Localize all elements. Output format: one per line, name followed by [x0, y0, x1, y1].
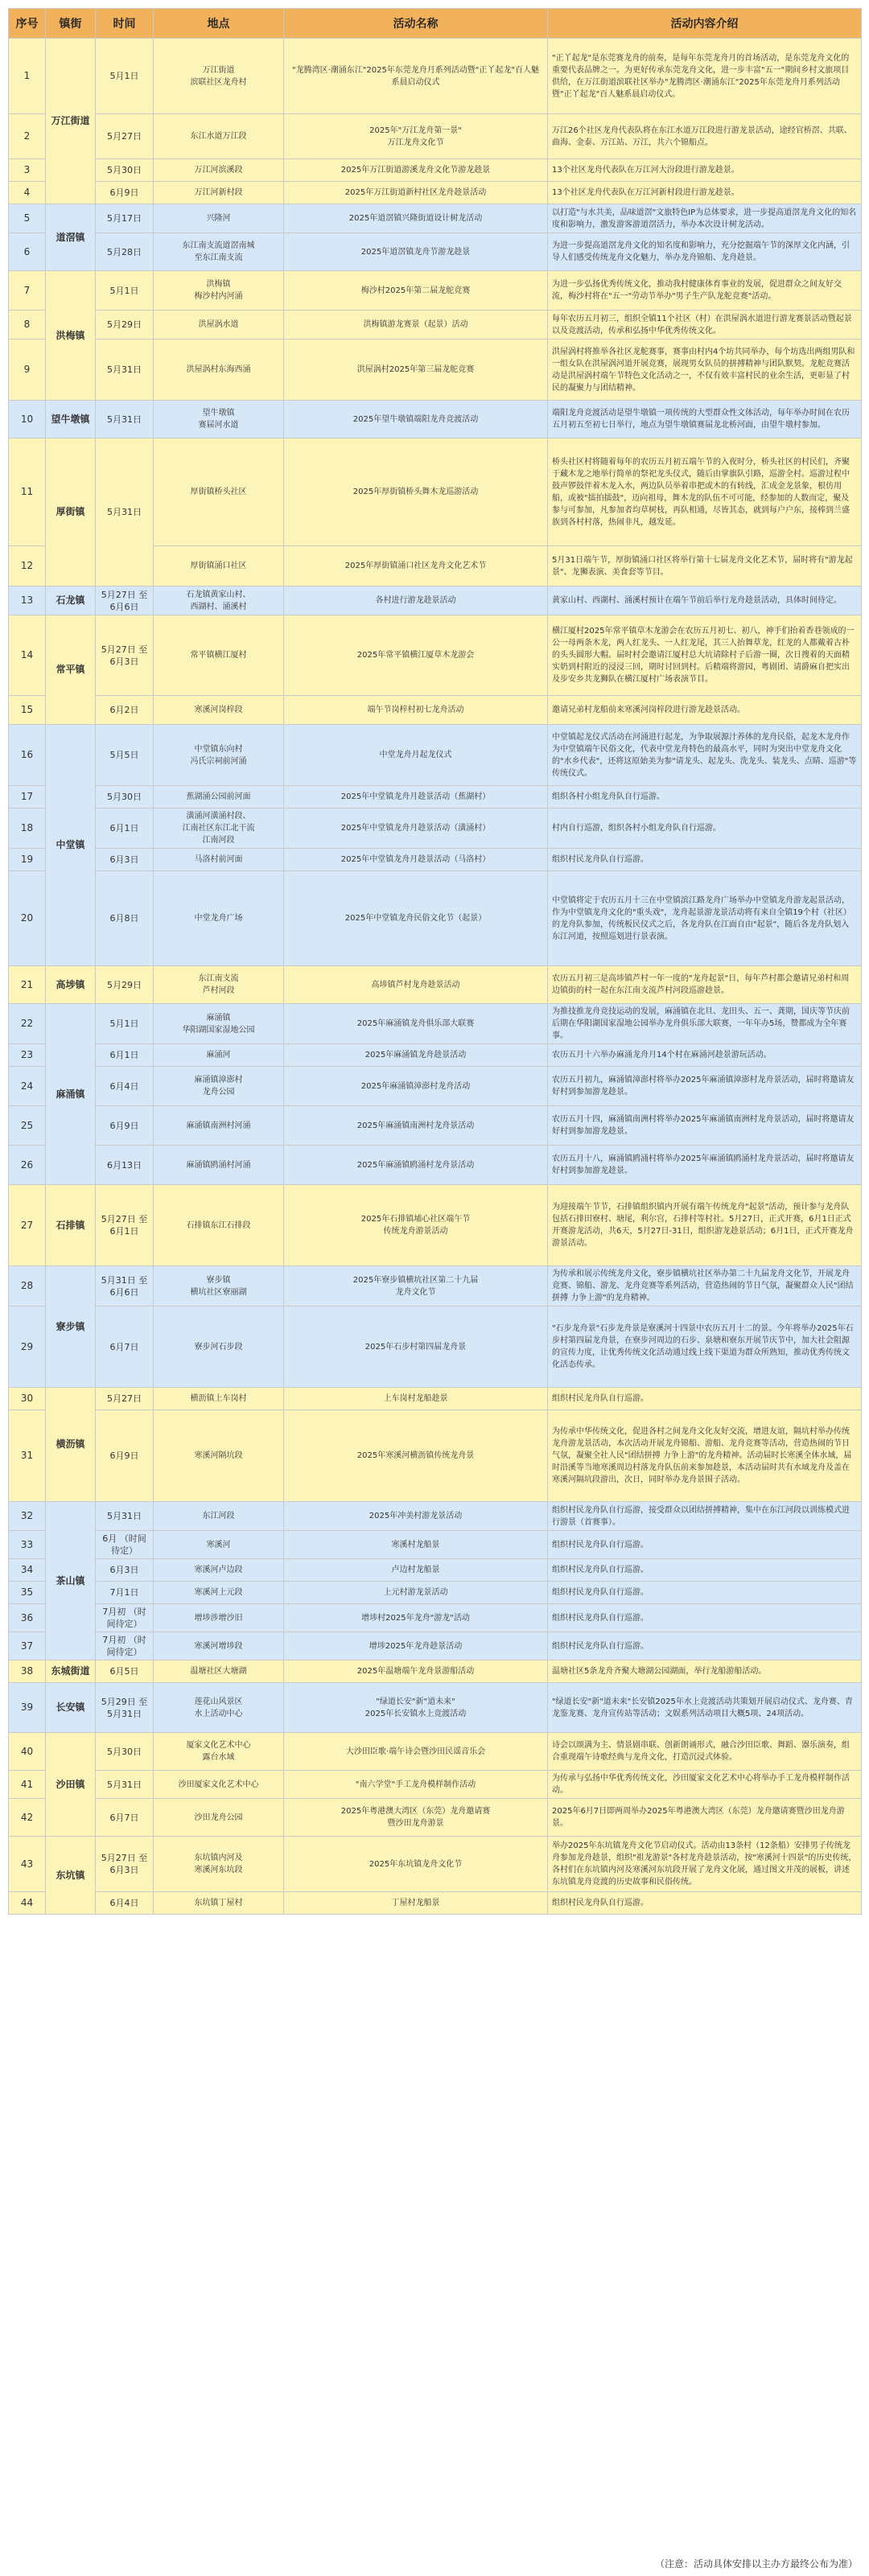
date-cell: 5月28日	[96, 233, 154, 271]
location-cell: 沙田龙舟公园	[154, 1799, 284, 1837]
row-number: 20	[9, 871, 46, 966]
description-cell: 农历五月十六举办麻涌龙舟月14个村在麻涌河趁景游玩活动。	[548, 1044, 862, 1067]
town-cell: 石龙镇	[46, 586, 96, 615]
location-cell: 兴隆河	[154, 204, 284, 233]
date-cell: 6月7日	[96, 1799, 154, 1837]
table-row	[9, 401, 862, 438]
table-row	[9, 1044, 862, 1067]
description-cell: 13个社区龙舟代表队在万江河大汾段进行游龙趁景。	[548, 159, 862, 182]
date-cell: 6月9日	[96, 1106, 154, 1146]
row-number: 11	[9, 438, 46, 546]
row-number: 42	[9, 1799, 46, 1837]
activity-name-cell: 2025年麻涌镇鸥涌村龙舟景活动	[284, 1146, 548, 1185]
table-row	[9, 1683, 862, 1733]
table-row	[9, 1146, 862, 1185]
date-cell: 5月30日	[96, 1733, 154, 1771]
table-row	[9, 339, 862, 401]
activity-name-cell: 2025年寮步镇横坑社区第二十九届 龙舟文化节	[284, 1266, 548, 1307]
activity-name-cell: 2025年道滘镇兴隆街道设计树龙活动	[284, 204, 548, 233]
location-cell: 厚街镇涌口社区	[154, 546, 284, 586]
town-cell: 沙田镇	[46, 1733, 96, 1837]
table-row	[9, 966, 862, 1004]
activity-name-cell: 2025年中堂镇龙舟民俗文化节（起景）	[284, 871, 548, 966]
description-cell: 组织村民龙舟队自行巡游。	[548, 1604, 862, 1632]
description-cell: 5月31日端午节，厚街镇涌口社区将举行第十七届龙舟文化艺术节，届时将有"游龙起景"、龙狮表演、美食套等节目。	[548, 546, 862, 586]
activity-name-cell: 2025年麻涌镇漳澎村龙舟活动	[284, 1067, 548, 1106]
row-number: 5	[9, 204, 46, 233]
date-cell: 5月1日	[96, 271, 154, 311]
date-cell: 7月初 （时间待定）	[96, 1632, 154, 1660]
activity-table	[8, 8, 862, 1915]
location-cell: 潢涌河潢涌村段、 江南社区东江北干流 江南河段	[154, 809, 284, 849]
header-no: 序号	[9, 9, 46, 39]
location-cell: 东坑镇内河及 寒溪河东坑段	[154, 1837, 284, 1892]
location-cell: 中堂镇东向村 冯氏宗祠前河涌	[154, 725, 284, 786]
date-cell: 6月13日	[96, 1146, 154, 1185]
row-number: 28	[9, 1266, 46, 1307]
row-number: 41	[9, 1771, 46, 1799]
date-cell: 6月8日	[96, 871, 154, 966]
activity-name-cell: 2025年常平镇横江厦草木龙游会	[284, 615, 548, 696]
row-number: 6	[9, 233, 46, 271]
date-cell: 5月31日	[96, 1502, 154, 1531]
town-cell: 万江街道	[46, 39, 96, 204]
description-cell: 黄家山村、西湖村、涌溪村预计在端午节前后举行龙舟趁景活动，具体时间待定。	[548, 586, 862, 615]
activity-name-cell: 大沙田臣歌·端午诗会暨沙田民谣音乐会	[284, 1733, 548, 1771]
table-row	[9, 1632, 862, 1660]
description-cell: 农历五月十四，麻涌镇南洲村将举办2025年麻涌镇南洲村龙舟景活动，届时将邀请友好村到参加游龙趁景。	[548, 1106, 862, 1146]
date-cell: 5月17日	[96, 204, 154, 233]
location-cell: 寮步河石步段	[154, 1307, 284, 1388]
table-row	[9, 1067, 862, 1106]
description-cell: 举办2025年东坑镇龙舟文化节启动仪式。活动由13条村（12条船）安排男子传统龙舟参加龙舟趁景，组织"祖龙游景"各村龙舟趁景活动，按"寒溪河十四景"的历史传统，各村们在东坑镇内河及寒溪河东坑段开展了龙舟文化展，通过图文并茂的展板，讲述东坑镇龙舟竞渡的历史故事和民俗传统。	[548, 1837, 862, 1892]
description-cell: 洪屋涡村将推举各社区龙舵赛事，赛事由村内4个坊共同举办，每个坊选出两组男队和一组女队在洪屋涡河道开展竞赛，展现男女队员的拼搏精神与团队默契。龙舵竞赛活动是洪屋涡村端午节特色文化活动之一，不仅有效丰富村民的业余生活，更彰显了村民的凝聚力与团结精神。	[548, 339, 862, 401]
town-cell: 石排镇	[46, 1185, 96, 1266]
location-cell: 寒溪河隔坑段	[154, 1410, 284, 1502]
town-cell: 麻涌镇	[46, 1004, 96, 1185]
date-cell: 7月1日	[96, 1582, 154, 1604]
date-cell: 5月31日	[96, 438, 154, 586]
location-cell: 洪梅镇 梅沙村内河涌	[154, 271, 284, 311]
description-cell: 诗会以颂满为主、情景剧串联、创新朗诵形式，融合沙田臣歌、舞蹈、器乐演奏，组合重现端午诗歌经典与龙舟文化，打造沉浸式体验。	[548, 1733, 862, 1771]
location-cell: 东江南支流道滘南城 至东江南支流	[154, 233, 284, 271]
table-row	[9, 1307, 862, 1388]
activity-name-cell: 增埗村2025年龙舟"游龙"活动	[284, 1604, 548, 1632]
row-number: 21	[9, 966, 46, 1004]
town-cell: 东坑镇	[46, 1837, 96, 1915]
location-cell: 寒溪河岗梓段	[154, 696, 284, 725]
row-number: 43	[9, 1837, 46, 1892]
row-number: 4	[9, 182, 46, 204]
table-row	[9, 438, 862, 546]
description-cell: 组织村民龙舟队自行巡游，接受群众以团结拼搏精神，集中在东江河段以训练模式进行游景（首赛事）。	[548, 1502, 862, 1531]
row-number: 19	[9, 849, 46, 871]
description-cell: 为推技推龙舟竞技运动的发展，麻涌镇在北旦、龙田头、五一、龚期，国庆等节庆前后期在华阳湖国家湿地公园举办龙舟俱乐部大联赛，一年年办5场，赞都成为全年赛事。	[548, 1004, 862, 1044]
table-row	[9, 1733, 862, 1771]
row-number: 27	[9, 1185, 46, 1266]
description-cell: 农历五月十八，麻涌镇鸥涌村将举办2025年麻涌镇鸥涌村龙舟景活动，届时将邀请友好村到参加游龙趁景。	[548, 1146, 862, 1185]
table-row	[9, 696, 862, 725]
row-number: 25	[9, 1106, 46, 1146]
location-cell: 麻涌镇南洲村河涌	[154, 1106, 284, 1146]
location-cell: 中堂龙舟广场	[154, 871, 284, 966]
row-number: 40	[9, 1733, 46, 1771]
table-row	[9, 159, 862, 182]
description-cell: "正丫起龙"是东莞赛龙舟的前奏，是每年东莞龙舟月的首场活动，是东莞龙舟文化的重要代表品牌之一。为更好传承东莞龙舟文化，进一步丰富"五一"期间乡村文旅项目供给，在万江街道滨联社区举办"龙腾湾区·潮涌东江"2025年东莞龙舟月系列活动暨"正丫起龙"百人魅系晨启动仪式。	[548, 39, 862, 114]
row-number: 34	[9, 1559, 46, 1582]
date-cell: 6月 （时间待定）	[96, 1531, 154, 1559]
description-cell: 为迎接端午节节，石排镇组织镇内开展有端午传统龙舟"起景"活动，预计参与龙舟队包括石排田寮村、塘尾，利尔宫，石排村等村社。5月27日，正式开赛，6月1日正式开赛游龙活动，共6天，5月27日-31日，组织游龙趁景活动；6月1日，正式开赛龙舟游景活动。	[548, 1185, 862, 1266]
activity-name-cell: 2025年石步村第四届龙舟景	[284, 1307, 548, 1388]
row-number: 16	[9, 725, 46, 786]
table-row	[9, 1410, 862, 1502]
table-row	[9, 1502, 862, 1531]
location-cell: 石龙镇黄家山村、 西湖村、涌溪村	[154, 586, 284, 615]
location-cell: 东江河段	[154, 1502, 284, 1531]
activity-name-cell: 2025年中堂镇龙舟月趁景活动（潢涌村）	[284, 809, 548, 849]
table-row	[9, 114, 862, 159]
row-number: 18	[9, 809, 46, 849]
row-number: 12	[9, 546, 46, 586]
location-cell: 横沥镇上车岗村	[154, 1388, 284, 1410]
row-number: 32	[9, 1502, 46, 1531]
row-number: 9	[9, 339, 46, 401]
row-number: 22	[9, 1004, 46, 1044]
description-cell: 横江厦村2025年常平镇草木龙游会在农历五月初七、初八，神手们抬着香巷领成的一公一母两条木龙，两人红龙头、一人红龙尾，其三人抬舞草龙，红龙的人都戴着古朴的头头圆形大帽。届时村会邀请江厦村总大坑请除村子后游一圈，次日搜着的天面精实奶到村附近的浸浸三回，期时讨回到村。后精端将游园，粤剧团、请爵麻自把实出及步安乡共龙狮队在横江厦村广场表演节目。	[548, 615, 862, 696]
header-description: 活动内容介绍	[548, 9, 862, 39]
table-row	[9, 725, 862, 786]
location-cell: 洪屋涡村东海西涌	[154, 339, 284, 401]
location-cell: 寒溪河上元段	[154, 1582, 284, 1604]
row-number: 3	[9, 159, 46, 182]
date-cell: 6月4日	[96, 1067, 154, 1106]
location-cell: 寮步镇 横坑社区寮丽湖	[154, 1266, 284, 1307]
activity-name-cell: 上车岗村龙船趁景	[284, 1388, 548, 1410]
activity-name-cell: 高埗镇芦村龙舟趁景活动	[284, 966, 548, 1004]
date-cell: 5月31日	[96, 339, 154, 401]
row-number: 14	[9, 615, 46, 696]
date-cell: 6月9日	[96, 1410, 154, 1502]
description-cell: "石步龙舟景"石步龙舟景是寮溪河十四景中农历五月十二的景。今年将举办2025年石步村第四届龙舟景，在寮步河周边的石步、泉塘和寮东开展节庆节中，加大社会阻源的宣传力度，让优秀传统文化活动通过线上线下渠道为群众所熟知，推动优秀传统文化活态传承。	[548, 1307, 862, 1388]
activity-name-cell: 2025年万江街道游溪龙舟文化节游龙趁景	[284, 159, 548, 182]
table-row	[9, 1799, 862, 1837]
activity-name-cell: 卢边村龙船景	[284, 1559, 548, 1582]
table-row	[9, 1837, 862, 1892]
date-cell: 7月初 （时间待定）	[96, 1604, 154, 1632]
date-cell: 5月31日	[96, 1771, 154, 1799]
activity-name-cell: 梅沙村2025年第二届龙舵竞赛	[284, 271, 548, 311]
location-cell: 东江水道万江段	[154, 114, 284, 159]
location-cell: 寒溪河	[154, 1531, 284, 1559]
location-cell: 马洛村前河面	[154, 849, 284, 871]
activity-name-cell: 2025年厚街镇涌口社区龙舟文化艺术节	[284, 546, 548, 586]
location-cell: 石排镇东江石排段	[154, 1185, 284, 1266]
date-cell: 6月1日	[96, 1044, 154, 1067]
location-cell: 东坑镇丁屋村	[154, 1892, 284, 1915]
row-number: 36	[9, 1604, 46, 1632]
activity-name-cell: 2025年麻涌镇龙舟趁景活动	[284, 1044, 548, 1067]
row-number: 35	[9, 1582, 46, 1604]
date-cell: 6月2日	[96, 696, 154, 725]
activity-name-cell: 2025年粤港澳大湾区（东莞）龙舟邀请赛 暨沙田龙舟游景	[284, 1799, 548, 1837]
description-cell: 组织村民龙舟队自行巡游。	[548, 1632, 862, 1660]
row-number: 30	[9, 1388, 46, 1410]
location-cell: 寒溪河增埗段	[154, 1632, 284, 1660]
table-row	[9, 809, 862, 849]
location-cell: 增埗涉增沙旧	[154, 1604, 284, 1632]
row-number: 24	[9, 1067, 46, 1106]
activity-name-cell: 中堂龙舟月起龙仪式	[284, 725, 548, 786]
date-cell: 5月29日	[96, 966, 154, 1004]
location-cell: 万江街道 滨联社区龙舟村	[154, 39, 284, 114]
town-cell: 东城街道	[46, 1660, 96, 1683]
table-row	[9, 1582, 862, 1604]
town-cell: 中堂镇	[46, 725, 96, 966]
date-cell: 6月3日	[96, 849, 154, 871]
row-number: 26	[9, 1146, 46, 1185]
table-row	[9, 271, 862, 311]
row-number: 15	[9, 696, 46, 725]
header-date: 时间	[96, 9, 154, 39]
date-cell: 5月1日	[96, 39, 154, 114]
activity-name-cell: 丁屋村龙船景	[284, 1892, 548, 1915]
date-cell: 5月29日	[96, 311, 154, 339]
location-cell: 常平镇横江厦村	[154, 615, 284, 696]
table-row	[9, 1004, 862, 1044]
activity-name-cell: 端午节岗梓村初七龙舟活动	[284, 696, 548, 725]
date-cell: 6月3日	[96, 1559, 154, 1582]
location-cell: 沙田厦家文化艺术中心	[154, 1771, 284, 1799]
date-cell: 5月30日	[96, 159, 154, 182]
description-cell: 为进一步弘扬优秀传统文化，推动我村健康体育事业的发展，促进群众之间友好交流，梅沙村将在"五一"劳动节举办"男子生产队龙舵竞赛"活动。	[548, 271, 862, 311]
table-row	[9, 1604, 862, 1632]
activity-name-cell: 2025年冲美村游龙景活动	[284, 1502, 548, 1531]
row-number: 13	[9, 586, 46, 615]
table-row	[9, 586, 862, 615]
row-number: 23	[9, 1044, 46, 1067]
activity-name-cell: 增埗2025年龙舟趁景活动	[284, 1632, 548, 1660]
header-activity-name: 活动名称	[284, 9, 548, 39]
header-location: 地点	[154, 9, 284, 39]
description-cell: 组织各村小组龙舟队自行巡游。	[548, 786, 862, 809]
table-row	[9, 786, 862, 809]
row-number: 17	[9, 786, 46, 809]
activity-name-cell: 2025年万江街道新村社区龙舟趁景活动	[284, 182, 548, 204]
activity-name-cell: 2025年中堂镇龙舟月趁景活动（马洛村）	[284, 849, 548, 871]
town-cell: 厚街镇	[46, 438, 96, 586]
row-number: 33	[9, 1531, 46, 1559]
town-cell: 高埗镇	[46, 966, 96, 1004]
date-cell: 6月5日	[96, 1660, 154, 1683]
town-cell: 常平镇	[46, 615, 96, 725]
activity-name-cell: "绿道长安"新"道未来" 2025年长安镇水上竞渡活动	[284, 1683, 548, 1733]
location-cell: 麻涌镇漳澎村 龙舟公园	[154, 1067, 284, 1106]
location-cell: 万江河滨溪段	[154, 159, 284, 182]
table-row	[9, 1388, 862, 1410]
row-number: 8	[9, 311, 46, 339]
description-cell: 万江26个社区龙舟代表队将在东江水道万江段进行游龙景活动，途经官桥滘、共联、曲海、金泰、万江站、万江，共六个锦船点。	[548, 114, 862, 159]
description-cell: 组织村民龙舟队自行巡游。	[548, 1559, 862, 1582]
activity-name-cell: 2025年厚街镇桥头舞木龙巡游活动	[284, 438, 548, 546]
date-cell: 5月27日 至6月6日	[96, 586, 154, 615]
date-cell: 5月27日 至6月1日	[96, 1185, 154, 1266]
activity-name-cell: 2025年"万江龙舟第一景" 万江龙舟文化节	[284, 114, 548, 159]
activity-name-cell: 2025年石排镇埔心社区端午节 传统龙舟游景活动	[284, 1185, 548, 1266]
activity-name-cell: 寒溪村龙船景	[284, 1531, 548, 1559]
date-cell: 6月9日	[96, 182, 154, 204]
description-cell: 农历五月初三是高埗镇芦村一年一度的"龙舟起景"日，每年芦村都会邀请兄弟村和周边镇街的村一起在东江南支流芦村河段巡游趁景。	[548, 966, 862, 1004]
activity-name-cell: 2025年寒溪河横沥镇传统龙舟景	[284, 1410, 548, 1502]
date-cell: 5月30日	[96, 786, 154, 809]
date-cell: 5月5日	[96, 725, 154, 786]
table-row	[9, 1266, 862, 1307]
location-cell: 温塘社区大塘湖	[154, 1660, 284, 1683]
row-number: 10	[9, 401, 46, 438]
row-number: 2	[9, 114, 46, 159]
location-cell: 寒溪河卢边段	[154, 1559, 284, 1582]
location-cell: 麻涌河	[154, 1044, 284, 1067]
row-number: 1	[9, 39, 46, 114]
table-row	[9, 39, 862, 114]
town-cell: 望牛墩镇	[46, 401, 96, 438]
table-row	[9, 1185, 862, 1266]
town-cell: 横沥镇	[46, 1388, 96, 1502]
location-cell: 麻涌镇鸥涌村河涌	[154, 1146, 284, 1185]
row-number: 39	[9, 1683, 46, 1733]
activity-name-cell: 各村进行游龙趁景活动	[284, 586, 548, 615]
description-cell: 每年农历五月初三，组织全镇11个社区（村）在洪屋涡水道进行游龙赛景活动暨起景以及竞渡活动，传承和弘扬中华优秀传统文化。	[548, 311, 862, 339]
town-cell: 长安镇	[46, 1683, 96, 1733]
location-cell: 厚街镇桥头社区	[154, 438, 284, 546]
description-cell: 组织村民龙舟队自行巡游。	[548, 1531, 862, 1559]
activity-name-cell: 2025年道滘镇龙舟节游龙趁景	[284, 233, 548, 271]
activity-name-cell: 2025年温塘端午龙舟景游船活动	[284, 1660, 548, 1683]
date-cell: 5月29日 至5月31日	[96, 1683, 154, 1733]
footnote: （注意：活动具体安排以主办方最终公布为准）	[654, 2558, 858, 2570]
description-cell: 中堂镇将定于农历五月十三在中堂镇滨江路龙舟广场举办中堂镇龙舟游龙起景活动，作为中堂镇龙舟文化的"重头戏"，龙舟起景游龙景活动将有来自全镇19个村（社区）的龙舟队参加，传统板民仪式之后，各龙舟队在江面自由"起景"，随后各龙舟队划入东江河道，按照巡划进行景表演。	[548, 871, 862, 966]
description-cell: 为传承中华传统文化，促进各村之间龙舟文化友好交流，增进友谊，隔坑村举办传统龙舟游龙景活动，本次活动开展龙舟锦船、游船、龙舟竞赛等活动，营造热闹的节日气氛，凝聚全社人民"团结拼搏 力争上游"的龙舟精神。活动届时长寒溪全体水域，届时沿溪等当地寒溪周边村落龙舟队伍前来参加趁景，本活动届时共有水域龙舟及盖在寒溪河隔坑段游出，次日，同时举办龙舟景围子活动。	[548, 1410, 862, 1502]
row-number: 37	[9, 1632, 46, 1660]
description-cell: 以打造"与水共美，品味道滘"文旅特色IP为总体要求，进一步提高道滘龙舟文化的知名度和影响力，激发游客游道滘活力，举办本次设计树龙活动。	[548, 204, 862, 233]
table-row	[9, 849, 862, 871]
activity-name-cell: 洪屋涡村2025年第三届龙舵竞赛	[284, 339, 548, 401]
town-cell: 茶山镇	[46, 1502, 96, 1660]
table-header-row	[9, 9, 862, 39]
location-cell: 麻涌镇 华阳湖国家湿地公园	[154, 1004, 284, 1044]
description-cell: 组织村民龙舟队自行巡游。	[548, 849, 862, 871]
description-cell: 组织村民龙舟队自行巡游。	[548, 1892, 862, 1915]
date-cell: 6月4日	[96, 1892, 154, 1915]
table-row	[9, 311, 862, 339]
row-number: 31	[9, 1410, 46, 1502]
table-row	[9, 615, 862, 696]
row-number: 29	[9, 1307, 46, 1388]
row-number: 38	[9, 1660, 46, 1683]
date-cell: 5月31日 至6月6日	[96, 1266, 154, 1307]
description-cell: 邀请兄弟村龙船前来寒溪河岗梓段进行游龙趁景活动。	[548, 696, 862, 725]
table-row	[9, 1660, 862, 1683]
table-row	[9, 233, 862, 271]
location-cell: 洪屋涡水道	[154, 311, 284, 339]
description-cell: 温塘社区5条龙舟齐聚大塘湖公园湖面，举行龙船游船活动。	[548, 1660, 862, 1683]
date-cell: 6月1日	[96, 809, 154, 849]
description-cell: 中堂镇起龙仪式活动在河涌进行起龙，为争取展源汁养体的龙舟民俗，起龙木龙舟作为中堂镇端午民俗文化，代表中堂龙舟特色的最高水平，同时为突出中堂龙舟文化的"水乡代表"，还将这原始美为参"请龙头、起龙头、洗龙头、装龙头、点睛、巡游"等传统仪式。	[548, 725, 862, 786]
description-cell: 为传承与弘扬中华优秀传统文化，沙田厦家文化艺术中心将举办手工龙舟模样制作活动。	[548, 1771, 862, 1799]
description-cell: 桥头社区村将随着每年的农历五月初五端午节的入夜时分，桥头社区的村民们，齐聚于藏木龙之地举行简单的祭祀龙头仪式，随后由掌旗队引路，巡游全村。巡游过程中鼓声锣鼓伴着木龙入水，两边队员举着串把或木的有转线，汇成金龙景象，根仿用船，或被"擂拍擂鼓"，迈向祖母，舞木龙的队伍不可可能，经参加的人数而定，聚及参与可参加，凡参加者均草树枝，再队相通，尽皆其态，就到每户户东，接棒到兰盛族到各村村落，热闹非凡，越发延。	[548, 438, 862, 546]
table-row	[9, 1106, 862, 1146]
activity-name-cell: "龙腾湾区·潮涌东江"2025年东莞龙舟月系列活动暨"正丫起龙"百人魅系晨启动仪式	[284, 39, 548, 114]
description-cell: "绿道长安"新"道未来"长安镇2025年水上竞渡活动共策划开展启动仪式、龙舟赛、青龙鉴龙赛、龙舟宣传站等活动；文娱系列活动项目大概5项、24项活动。	[548, 1683, 862, 1733]
header-town: 镇街	[46, 9, 96, 39]
location-cell: 莲花山风景区 水上活动中心	[154, 1683, 284, 1733]
date-cell: 5月27日	[96, 114, 154, 159]
town-cell: 洪梅镇	[46, 271, 96, 401]
date-cell: 5月31日	[96, 401, 154, 438]
description-cell: 为传承和展示传统龙舟文化，寮步镇横坑社区举办第二十九届龙舟文化节，开展龙舟竞赛、锦船、游龙、龙舟竞赛等系列活动，营造热闹的节日气氛，凝聚群众人民"团结拼搏 力争上游"的龙舟精神。	[548, 1266, 862, 1307]
date-cell: 6月7日	[96, 1307, 154, 1388]
table-row	[9, 1559, 862, 1582]
description-cell: 组织村民龙舟队自行巡游。	[548, 1388, 862, 1410]
description-cell: 组织村民龙舟队自行巡游。	[548, 1582, 862, 1604]
activity-name-cell: "南六学堂"手工龙舟模样制作活动	[284, 1771, 548, 1799]
description-cell: 为进一步提高道滘龙舟文化的知名度和影响力，充分挖掘端午节的深厚文化内涵，引导人们感受传统龙舟文化魅力，举办龙舟锦船、龙舟趁景。	[548, 233, 862, 271]
date-cell: 5月1日	[96, 1004, 154, 1044]
description-cell: 2025年6月7日即两周举办2025年粤港澳大湾区（东莞）龙舟邀请赛暨沙田龙舟游景。	[548, 1799, 862, 1837]
description-cell: 端阳龙舟竞渡活动是望牛墩镇一项传统的大型群众性文体活动，每年举办时间在农历五月初五至初七日举行，地点为望牛墩镇赛届龙北桥河面，由望牛墩村参加。	[548, 401, 862, 438]
location-cell: 万江河新村段	[154, 182, 284, 204]
table-row	[9, 1892, 862, 1915]
activity-name-cell: 2025年麻涌镇龙舟俱乐部大联赛	[284, 1004, 548, 1044]
table-row	[9, 1771, 862, 1799]
location-cell: 东江南支流 芦村河段	[154, 966, 284, 1004]
activity-name-cell: 2025年中堂镇龙舟月趁景活动（蕉湖村）	[284, 786, 548, 809]
date-cell: 5月27日	[96, 1388, 154, 1410]
activity-name-cell: 2025年东坑镇龙舟文化节	[284, 1837, 548, 1892]
location-cell: 蕉湖涌公园前河面	[154, 786, 284, 809]
description-cell: 村内自行巡游，组织各村小组龙舟队自行巡游。	[548, 809, 862, 849]
description-cell: 农历五月初九，麻涌镇漳澎村将举办2025年麻涌镇漳澎村龙舟景活动，届时将邀请友好村到参加游龙趁景。	[548, 1067, 862, 1106]
activity-name-cell: 洪梅镇游龙赛景（起景）活动	[284, 311, 548, 339]
date-cell: 5月27日 至6月3日	[96, 1837, 154, 1892]
town-cell: 道滘镇	[46, 204, 96, 271]
table-row	[9, 204, 862, 233]
activity-name-cell: 上元村游龙景活动	[284, 1582, 548, 1604]
table-row	[9, 182, 862, 204]
town-cell: 寮步镇	[46, 1266, 96, 1388]
location-cell: 望牛墩镇 赛届河水道	[154, 401, 284, 438]
row-number: 44	[9, 1892, 46, 1915]
table-row	[9, 871, 862, 966]
activity-name-cell: 2025年麻涌镇南洲村龙舟景活动	[284, 1106, 548, 1146]
activity-name-cell: 2025年望牛墩镇端阳龙舟竞渡活动	[284, 401, 548, 438]
row-number: 7	[9, 271, 46, 311]
location-cell: 厦家文化艺术中心 露台水域	[154, 1733, 284, 1771]
description-cell: 13个社区龙舟代表队在万江河新村段进行游龙趁景。	[548, 182, 862, 204]
table-row	[9, 1531, 862, 1559]
date-cell: 5月27日 至6月3日	[96, 615, 154, 696]
